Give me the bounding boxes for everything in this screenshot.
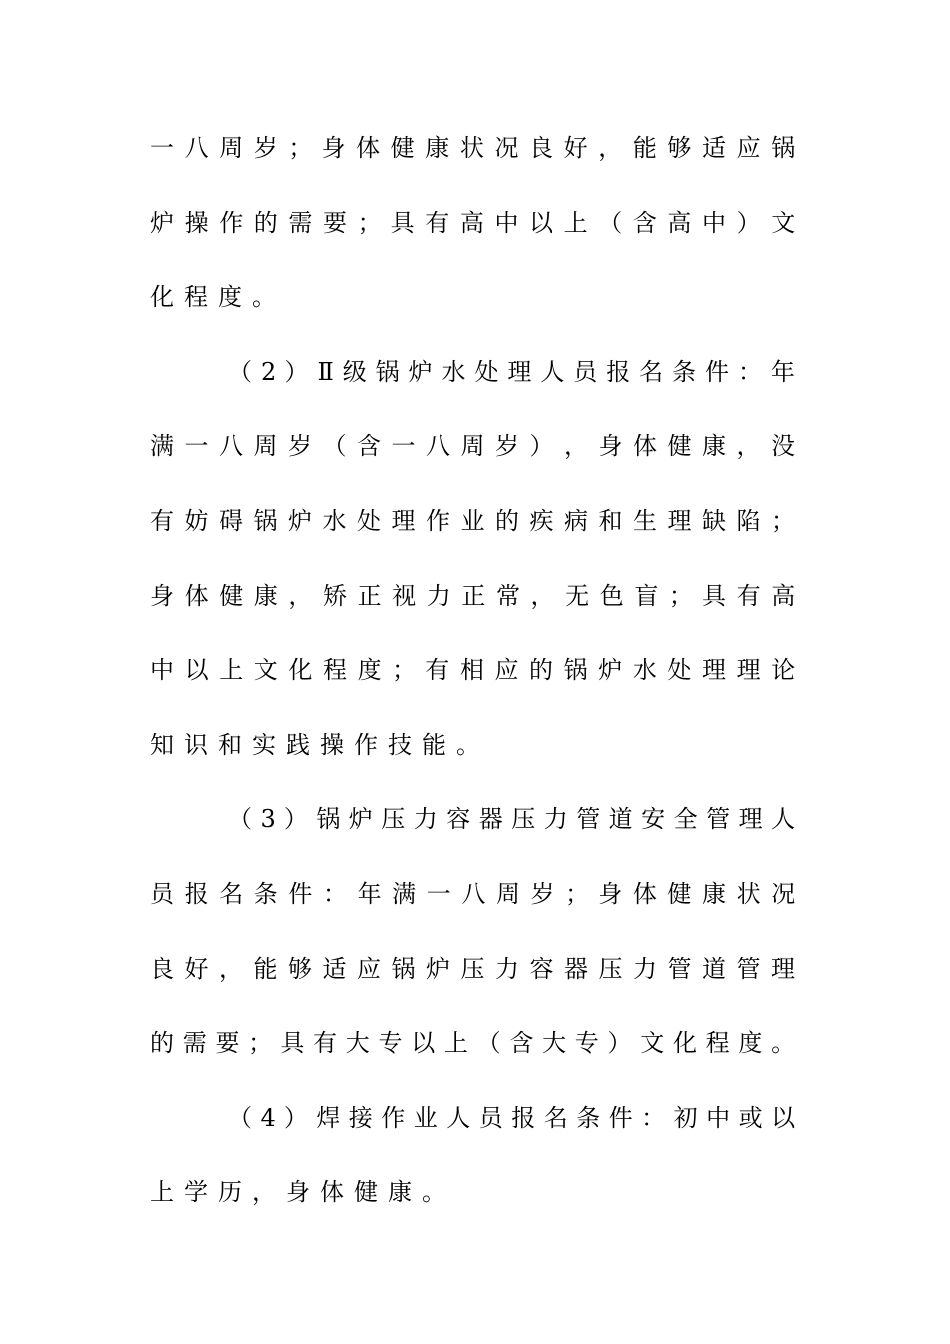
- text-line-14: （ 4 ） 焊 接 作 业 人 员 报 名 条 件 ： 初 中 或 以: [228, 1103, 796, 1132]
- text-line-1: 一 八 周 岁 ； 身 体 健 康 状 况 良 好 ， 能 够 适 应 锅: [150, 134, 796, 162]
- text-line-10: （ 3 ） 锅 炉 压 力 容 器 压 力 管 道 安 全 管 理 人: [228, 805, 796, 834]
- text-line-9: 知 识 和 实 践 操 作 技 能 。: [150, 730, 480, 759]
- text-line-11: 员 报 名 条 件 ： 年 满 一 八 周 岁 ； 身 体 健 康 状 况: [150, 879, 796, 908]
- text-line-2: 炉 操 作 的 需 要 ； 具 有 高 中 以 上 （ 含 高 中 ） 文: [150, 208, 796, 237]
- text-line-12: 良 好 ， 能 够 适 应 锅 炉 压 力 容 器 压 力 管 道 管 理: [150, 954, 795, 983]
- text-line-6: 有 妨 碍 锅 炉 水 处 理 作 业 的 疾 病 和 生 理 缺 陷 ；: [150, 506, 795, 535]
- document-body: [150, 128, 795, 1247]
- text-line-7: 身 体 健 康 ， 矫 正 视 力 正 常 ， 无 色 盲 ； 具 有 高: [150, 581, 796, 610]
- text-line-15: 上 学 历 ， 身 体 健 康 。: [150, 1178, 446, 1207]
- text-line-13: 的 需 要 ； 具 有 大 专 以 上 （ 含 大 专 ） 文 化 程 度 。: [150, 1029, 796, 1058]
- text-line-4: （ 2 ） Ⅱ 级 锅 炉 水 处 理 人 员 报 名 条 件 ： 年: [228, 357, 795, 386]
- text-line-8: 中 以 上 文 化 程 度 ； 有 相 应 的 锅 炉 水 处 理 理 论: [150, 656, 796, 685]
- text-line-3: 化 程 度 。: [150, 283, 276, 312]
- text-line-5: 满 一 八 周 岁 （ 含 一 八 周 岁 ） ， 身 体 健 康 ， 没: [150, 432, 795, 461]
